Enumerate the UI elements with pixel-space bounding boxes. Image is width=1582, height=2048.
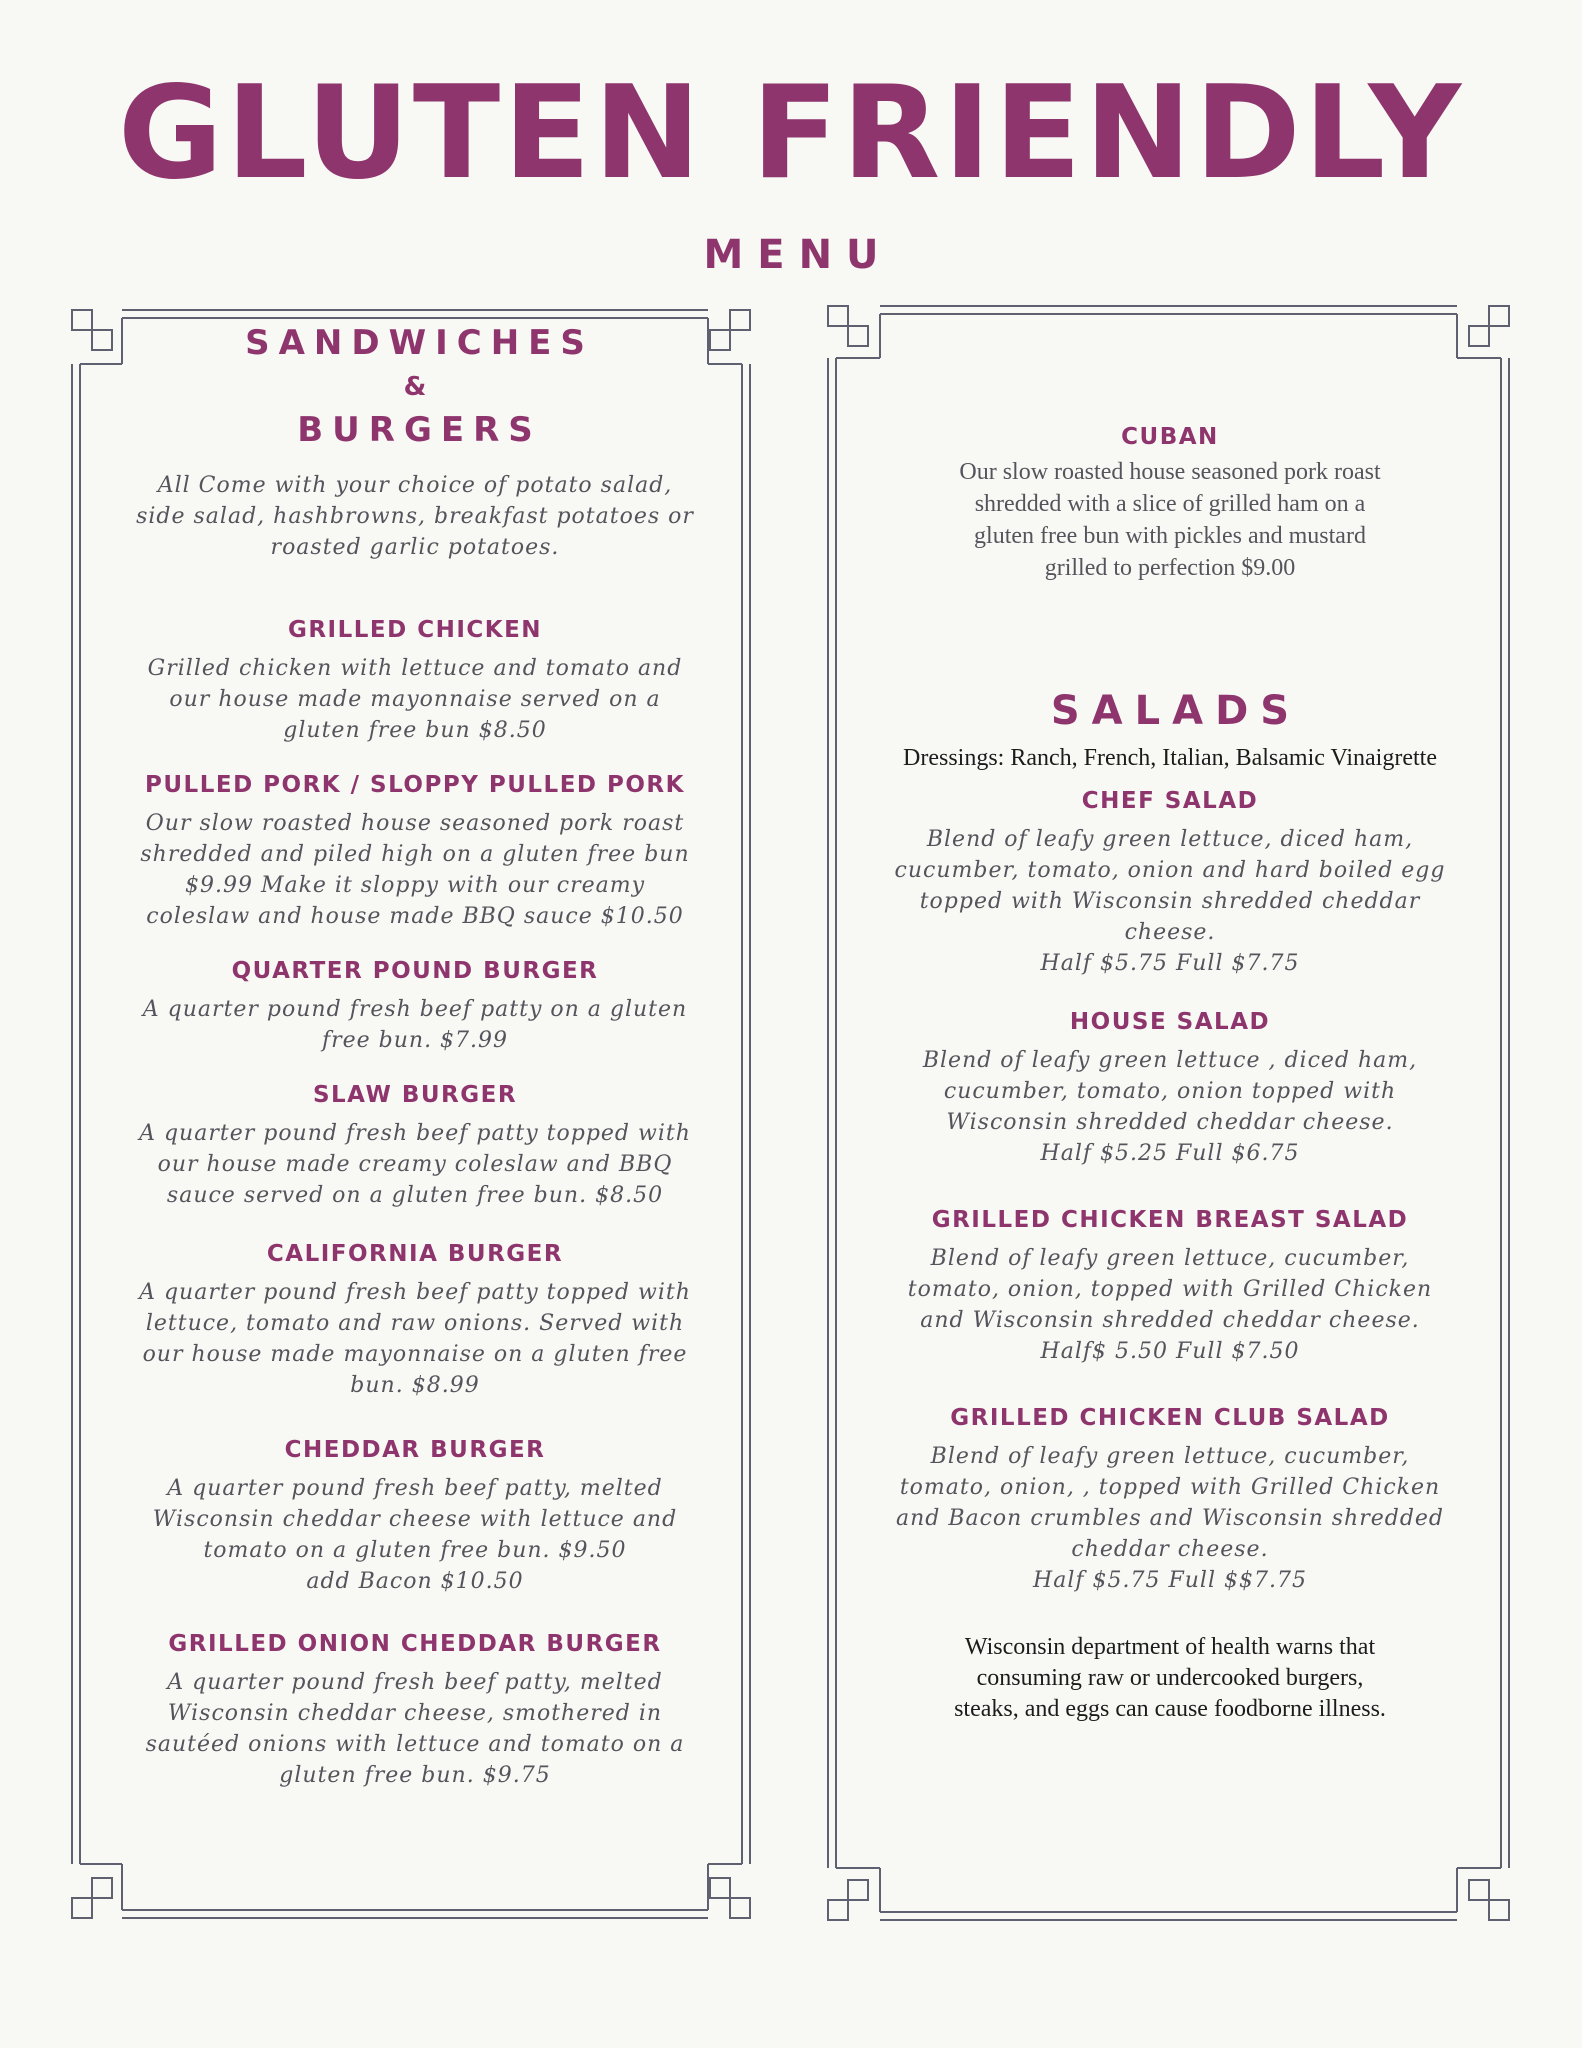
menu-item-name: GRILLED CHICKEN CLUB SALAD xyxy=(950,1405,1390,1431)
menu-item-description: Blend of leafy green lettuce, diced ham, cucumber, tomato, onion and hard boiled egg topped with Wisconsin shredded cheddar cheese. Half $5.75 Full $7.75 xyxy=(894,827,1446,976)
menu-item-name: PULLED PORK / SLOPPY PULLED PORK xyxy=(145,772,685,798)
section-title-ampersand: & xyxy=(403,372,427,402)
menu-item xyxy=(90,1627,740,1791)
menu-item xyxy=(90,1433,740,1597)
section-title-burgers: BURGERS xyxy=(297,410,542,450)
menu-item-name: SLAW BURGER xyxy=(312,1082,518,1108)
menu-item xyxy=(845,1401,1495,1596)
dressings-note: Dressings: Ranch, French, Italian, Balsamic Vinaigrette xyxy=(903,745,1437,771)
menu-item-name: GRILLED CHICKEN xyxy=(287,617,543,643)
menu-item-description: A quarter pound fresh beef patty topped with lettuce, tomato and raw onions. Served with our house made mayonnaise on a gluten free bun. $8.99 xyxy=(139,1280,691,1398)
menu-item xyxy=(90,613,740,746)
menu-item xyxy=(90,954,740,1056)
menu-item-description: A quarter pound fresh beef patty, melted Wisconsin cheddar cheese with lettuce and tomato on a gluten free bun. $9.50 add Bacon $10.50 xyxy=(152,1476,678,1594)
menu-item-name: QUARTER POUND BURGER xyxy=(231,958,599,984)
menu-item-name: HOUSE SALAD xyxy=(1069,1009,1271,1035)
menu-item-description: A quarter pound fresh beef patty, melted Wisconsin cheddar cheese, smothered in sautéed onions with lettuce and tomato on a gluten free bun. $9.75 xyxy=(145,1670,685,1788)
menu-item-name: GRILLED CHICKEN BREAST SALAD xyxy=(931,1207,1409,1233)
menu-item xyxy=(845,420,1495,584)
menu-item xyxy=(845,1005,1495,1169)
menu-item-description: Our slow roasted house seasoned pork roast shredded and piled high on a gluten free bun $9.99 Make it sloppy with our creamy coleslaw and house made BBQ sauce $10.50 xyxy=(140,811,690,929)
menu-item-description: A quarter pound fresh beef patty topped with our house made creamy coleslaw and BBQ sauce served on a gluten free bun. $8.50 xyxy=(139,1121,691,1208)
menu-item-description: Blend of leafy green lettuce, cucumber, tomato, onion, , topped with Grilled Chicken and Bacon crumbles and Wisconsin shredded cheddar cheese. Half $5.75 Full $$7.75 xyxy=(895,1444,1445,1593)
menu-item-name: CHEF SALAD xyxy=(1081,788,1259,814)
sandwiches-section xyxy=(90,320,740,1791)
menu-item xyxy=(845,1203,1495,1367)
menu-item xyxy=(845,784,1495,979)
menu-item-name: CALIFORNIA BURGER xyxy=(266,1241,564,1267)
menu-item xyxy=(90,1237,740,1401)
menu-item-description: Our slow roasted house seasoned pork roast shredded with a slice of grilled ham on a gluten free bun with pickles and mustard grilled to perfection $9.00 xyxy=(959,459,1381,581)
menu-item-description: Blend of leafy green lettuce , diced ham, cucumber, tomato, onion topped with Wisconsin shredded cheddar cheese. Half $5.25 Full $6.75 xyxy=(922,1048,1418,1166)
menu-item-name: CHEDDAR BURGER xyxy=(284,1437,546,1463)
menu-item-name: GRILLED ONION CHEDDAR BURGER xyxy=(168,1631,662,1657)
menu-item-description: A quarter pound fresh beef patty on a gluten free bun. $7.99 xyxy=(142,997,688,1053)
sides-note: All Come with your choice of potato salad, side salad, hashbrowns, breakfast potatoes or roasted garlic potatoes. xyxy=(136,473,694,560)
menu-item-description: Grilled chicken with lettuce and tomato and our house made mayonnaise served on a gluten free bun $8.50 xyxy=(147,656,683,743)
menu-item xyxy=(90,1078,740,1211)
section-title-sandwiches: SANDWICHES xyxy=(245,323,594,363)
menu-item-name: CUBAN xyxy=(1121,424,1219,450)
section-title-salads: SALADS xyxy=(1050,688,1302,734)
menu-item xyxy=(90,768,740,932)
right-column xyxy=(845,420,1495,1725)
page-subtitle: MENU xyxy=(703,232,893,278)
page-title: GLUTEN FRIENDLY xyxy=(117,59,1465,208)
menu-item-description: Blend of leafy green lettuce, cucumber, tomato, onion, topped with Grilled Chicken and Wisconsin shredded cheddar cheese. Half$ 5.50 Full $7.50 xyxy=(907,1246,1433,1364)
health-warning: Wisconsin department of health warns that consuming raw or undercooked burgers, steaks, and eggs can cause foodborne illness. xyxy=(954,1634,1386,1722)
